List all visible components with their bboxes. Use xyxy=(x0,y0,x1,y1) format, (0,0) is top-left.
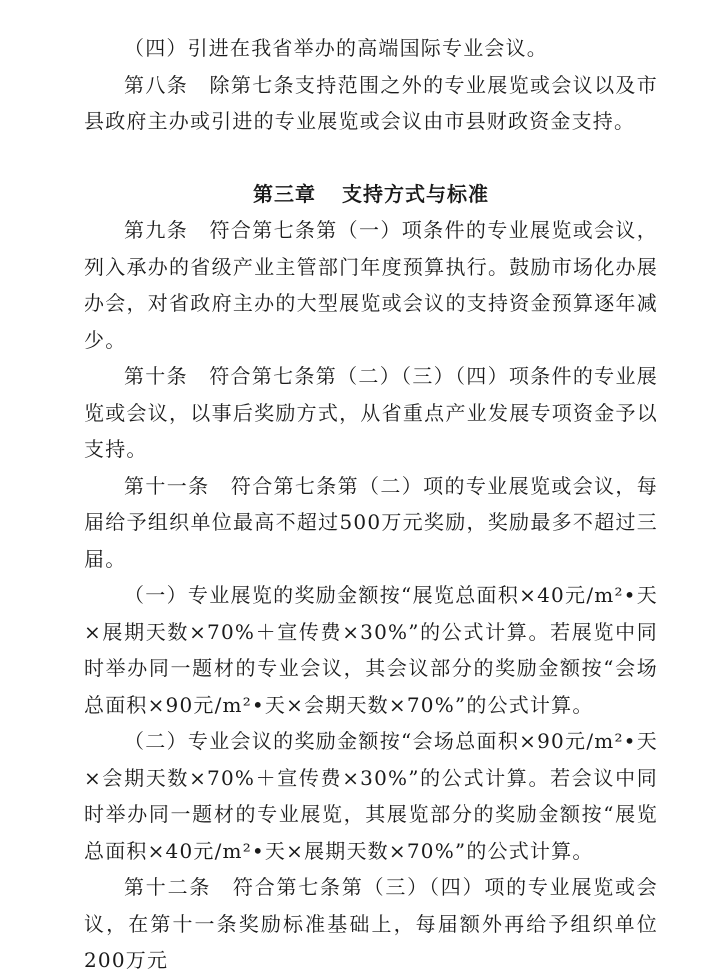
paragraph-article-10: 第十条 符合第七条第（二）（三）（四）项条件的专业展览或会议，以事后奖励方式，从省重点产业发展专项资金予以支持。 xyxy=(84,364,658,461)
top-margin xyxy=(84,0,658,30)
paragraph-article-12: 第十二条 符合第七条第（三）（四）项的专业展览或会议，在第十一条奖励标准基础上，每届额外再给予组织单位200万元 xyxy=(84,875,658,972)
paragraph-article-8: 第八条 除第七条支持范围之外的专业展览或会议以及市县政府主办或引进的专业展览或会议由市县财政资金支持。 xyxy=(84,72,658,133)
paragraph-article-11-item-1: （一）专业展览的奖励金额按“展览总面积×40元/m²•天×展期天数×70%＋宣传费×30%”的公式计算。若展览中同时举办同一题材的专业会议，其会议部分的奖励金额按“会场总面积×90元/m²•天×会期天数×70%”的公式计算。 xyxy=(84,583,658,717)
chapter-heading xyxy=(84,176,658,213)
chapter-spacer xyxy=(84,140,658,176)
chapter-title: 支持方式与标准 xyxy=(342,181,489,206)
paragraph-article-9: 第九条 符合第七条第（一）项条件的专业展览或会议，列入承办的省级产业主管部门年度预算执行。鼓励市场化办展办会，对省政府主办的大型展览或会议的支持资金预算逐年减少。 xyxy=(84,218,658,352)
paragraph-item-4: （四）引进在我省举办的高端国际专业会议。 xyxy=(124,36,548,60)
paragraph-article-11: 第十一条 符合第七条第（二）项的专业展览或会议，每届给予组织单位最高不超过500万元奖励，奖励最多不超过三届。 xyxy=(84,473,658,571)
paragraph-article-11-item-2: （二）专业会议的奖励金额按“会场总面积×90元/m²•天×会期天数×70%＋宣传费×30%”的公式计算。若会议中同时举办同一题材的专业展览，其展览部分的奖励金额按“展览总面积×40元/m²•天×展期天数×70%”的公式计算。 xyxy=(84,729,658,863)
chapter-number: 第三章 xyxy=(253,181,316,206)
